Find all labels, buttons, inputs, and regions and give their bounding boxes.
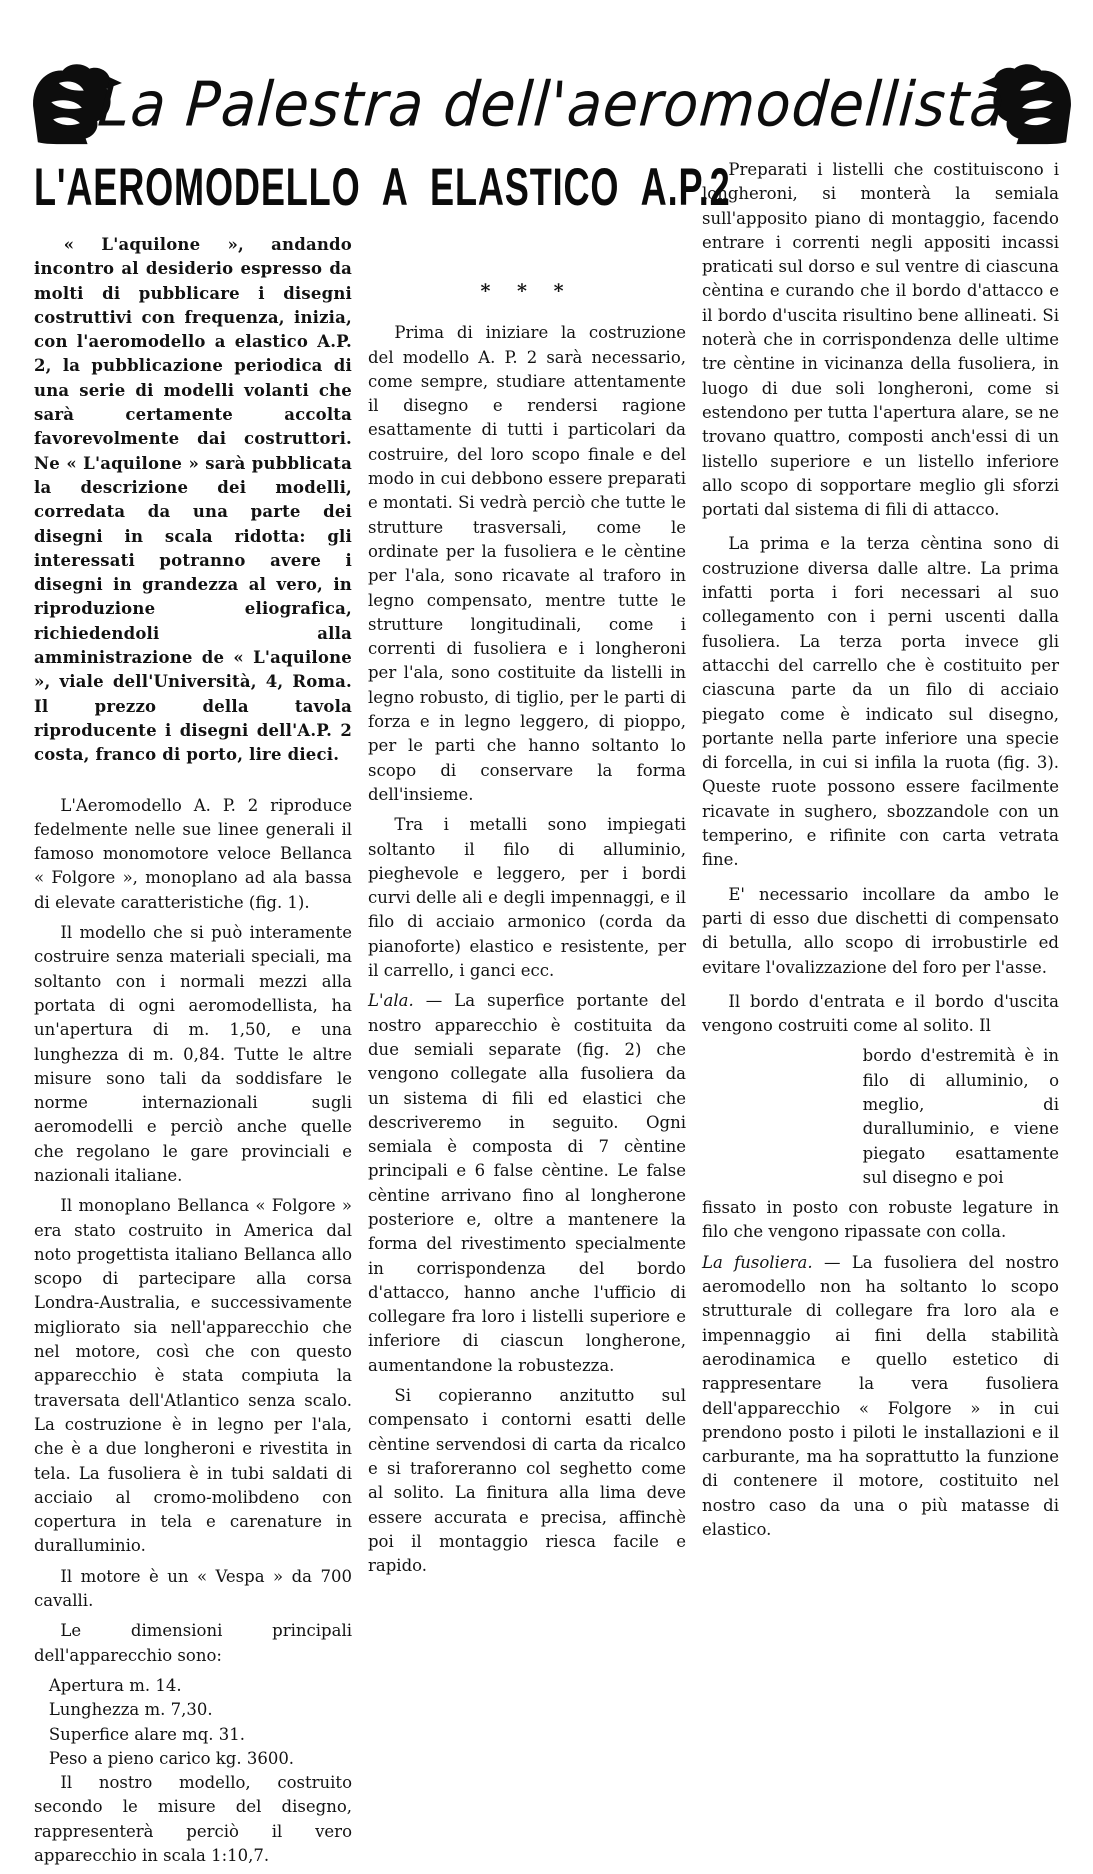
paragraph: L'Aeromodello A. P. 2 riproduce fedelmente nelle sue linee generali il famoso monomotore veloce Bellanca « Folgore », monoplano ad ala bassa di elevate caratteristiche (fig. 1). <box>34 795 352 912</box>
column-1 <box>34 233 352 1874</box>
asterisk-separator: * * * <box>480 280 574 302</box>
paragraph: Prima di iniziare la costruzione del modello A. P. 2 sarà necessario, come sempre, studiare attentamente il disegno e rendersi ragione esattamente di tutti i particolari da costruire, del loro scopo finale e del modo in cui debbono essere preparati e montati. Si vedrà perciò che tutte le strutture trasversali, come le ordinate per la fusoliera e le cèntine per l'ala, sono ricavate al traforo in legno compensato, mentre tutte le strutture longitudinali, come i correnti di fusoliera e i longheroni per l'ala, sono costituite da listelli in legno robusto, di tiglio, per le parti di forza e in legno leggero, di pioppo, per le parti che hanno soltanto lo scopo di conservare la forma dell'insieme. <box>368 323 686 804</box>
paragraph-text: — La superfice portante del nostro apparecchio è costituita da due semiali separate (fig. 2) che vengono collegate alla fusoliera da un sistema di fili ed elastici che descriveremo in seguito. Ogni semiala è composta di 7 cèntine principali e 6 false cèntine. Le false cèntine arrivano fino al longherone posteriore e, oltre a mantenere la forma del rivestimento specialmente in corrispondenza del bordo d'attacco, hanno anche l'ufficio di collegare fra loro i listelli superiore e inferiore di ciascun longherone, aumentandone la robustezza. <box>368 991 686 1375</box>
magazine-page <box>0 62 1093 1865</box>
paragraph-ala <box>368 989 686 1378</box>
paragraph: Il motore è un « Vespa » da 700 cavalli. <box>34 1566 352 1611</box>
wrapped-paragraph: bordo d'estremità è in filo di alluminio, o meglio, di duralluminio, e viene piegato esattamente sul disegno e poi <box>862 1046 1059 1187</box>
article-title: L'AEROMODELLO A ELASTICO A.P.2 <box>34 158 731 218</box>
paragraph: E' necessario incollare da ambo le parti di esso due dischetti di compensato di betulla, allo scopo di irrobustirle ed evitare l'ovalizzazione del foro per l'asse. <box>702 884 1059 977</box>
paragraph: La prima e la terza cèntina sono di costruzione diversa dalle altre. La prima infatti porta i fori necessari al suo collegamento con i perni uscenti dalla fusoliera. La terza porta invece gli attacchi del carrello che è costituito per ciascuna parte da un filo di acciaio piegato come è indicato sul disegno, portante nella parte inferiore una specie di forcella, in cui si infila la ruota (fig. 3). Queste ruote possono essere facilmente ricavate in sughero, sbozzandole con un temperino, e rifinite con carta vetrata fine. <box>702 534 1059 870</box>
section-lead-fusoliera: La fusoliera. <box>702 1252 813 1272</box>
paragraph: Il modello che si può interamente costruire senza materiali speciali, ma soltanto con i normali mezzi alla portata di ogni aeromodellista, ha un'apertura di m. 1,50, e una lunghezza di m. 0,84. Tutte le altre misure sono tali da soddisfare le norme internazionali sugli aeromodelli e perciò anche quelle che regolano le gare provinciali e nazionali italiane. <box>34 923 352 1185</box>
paragraph: fissato in posto con robuste legature in filo che vengono ripassate con colla. <box>702 1198 1059 1242</box>
dimension-item: Apertura m. 14. <box>48 1675 182 1695</box>
paragraph: Si copieranno anzitutto sul compensato i contorni esatti delle cèntine servendosi di carta da ricalco e si traforeranno col seghetto come al solito. La finitura alla lima deve essere accurata e precisa, affinchè poi il montaggio riesca facile e rapido. <box>368 1386 686 1576</box>
left-zone <box>34 158 731 1874</box>
paragraph: Il bordo d'entrata e il bordo d'uscita vengono costruiti come al solito. Il <box>702 991 1059 1036</box>
dimension-item: Peso a pieno carico kg. 3600. <box>48 1748 295 1768</box>
paragraph: Il monoplano Bellanca « Folgore » era stato costruito in America dal noto progettista italiano Bellanca allo scopo di partecipare alla corsa Londra-Australia, e successivamente migliorato sia nell'apparecchio che nel motore, così che con questo apparecchio è stata compiuta la traversata dell'Atlantico senza scalo. La costruzione è in legno per l'ala, che è a due longheroni e rivestita in tela. La fusoliera è in tubi saldati di acciaio al cromo-molibdeno con copertura in tela e carenature in duralluminio. <box>34 1196 352 1556</box>
paragraph: Le dimensioni principali dell'apparecchio sono: <box>34 1621 352 1665</box>
column-2 <box>368 233 686 1874</box>
masthead-title: La Palestra dell'aeromodellista <box>95 69 1009 141</box>
paragraph: Il nostro modello, costruito secondo le misure del disegno, rappresenterà perciò il vero apparecchio in scala 1:10,7. <box>34 1773 352 1865</box>
dimensions-list <box>34 1674 352 1771</box>
dimension-item: Superfice alare mq. 31. <box>48 1724 246 1744</box>
editorial-intro: « L'aquilone », andando incontro al desiderio espresso da molti di pubblicare i disegni costruttivi con frequenza, inizia, con l'aeromodello a elastico A.P. 2, la pubblicazione periodica di una serie di modelli volanti che sarà certamente accolta favorevolmente dai costruttori. Ne « L'aquilone » sarà pubblicata la descrizione dei modelli, corredata da una parte dei disegni in scala ridotta: gli interessati potranno avere i disegni in grandezza al vero, in riproduzione eliografica, richiedendoli alla amministrazione de « L'aquilone », viale dell'Università, 4, Roma. Il prezzo della tavola riproducente i disegni dell'A.P. 2 costa, franco di porto, lire dieci. <box>34 235 352 765</box>
columns-1-2 <box>34 233 686 1874</box>
dimension-item: Lunghezza m. 7,30. <box>48 1700 213 1720</box>
paragraph-text: — La fusoliera del nostro aeromodello non ha soltanto lo scopo strutturale di collegare fra loro ala e impennaggio ai fini della stabilità aerodinamica e quello estetico di rappresentare la vera fusoliera dell'apparecchio « Folgore » in cui prendono posto i piloti le installazioni e il carburante, ma ha soprattutto la funzione di contenere il motore, costituito nel nostro caso da una o più matasse di elastico. <box>702 1252 1059 1540</box>
paragraph: Tra i metalli sono impiegati soltanto il filo di alluminio, pieghevole e leggero, per i bordi curvi delle ali e degli impennaggi, e il filo di acciaio armonico (corda da pianoforte) elastico e resistente, per il carrello, i ganci ecc. <box>368 815 686 981</box>
section-lead-ala: L'ala. <box>368 991 414 1011</box>
masthead-banner <box>30 62 1063 148</box>
column-3 <box>702 158 1059 1874</box>
paragraph: Preparati i listelli che costituiscono i longheroni, si monterà la semiala sull'apposito piano di montaggio, facendo entrare i correnti negli appositi incassi praticati sul dorso e sul ventre di ciascuna cèntina e curando che il bordo d'attacco e il bordo d'uscita risultino bene allineati. Si noterà che in corrispondenza delle ultime tre cèntine in vicinanza della fusoliera, in luogo di due soli longheroni, come si estendono per tutta l'apertura alare, se ne trovano quattro, composti anch'essi di un listello superiore e un listello inferiore allo scopo di sopportare meglio gli sforzi portati dal sistema di fili di attacco. <box>702 160 1059 520</box>
article-body <box>0 158 1093 1874</box>
paragraph-fusoliera <box>702 1251 1059 1543</box>
